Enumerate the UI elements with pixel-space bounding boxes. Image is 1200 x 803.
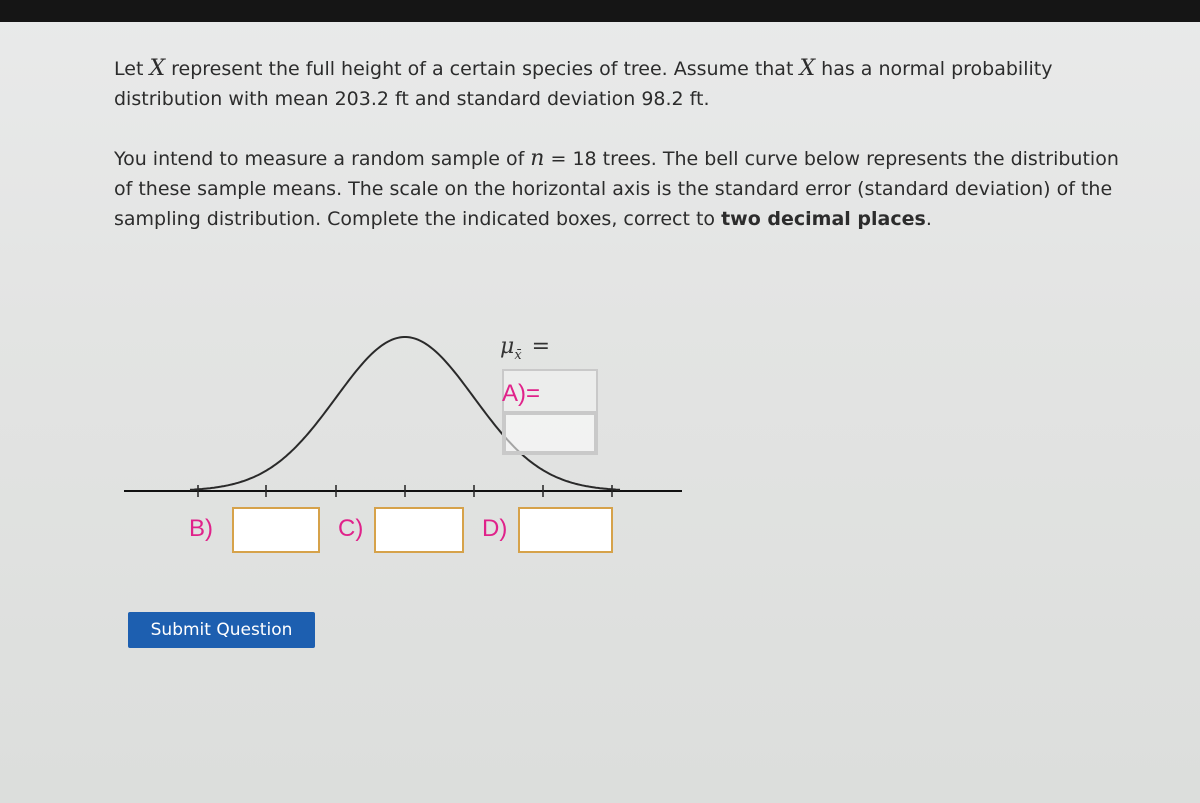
answer-input-a[interactable] <box>504 413 596 453</box>
label-a: A)= <box>502 380 541 407</box>
label-b: B) <box>189 515 213 542</box>
emphasis-text: two decimal places <box>721 208 926 230</box>
question-paragraph-1: Let X represent the full height of a certain species of tree. Assume that X has a normal probability distribution with mean 203.2 ft and standard deviation 98.2 ft. <box>114 56 1053 110</box>
variable-x: X <box>799 56 816 81</box>
question-paragraph-2: You intend to measure a random sample of n = 18 trees. The bell curve below represents the distribution of these sample means. The scale on the horizontal axis is the standard error (standard deviation) of the sampling distribution. Complete the indicated boxes, correct to two decimal places. <box>114 146 1119 230</box>
variable-x: X <box>149 56 166 81</box>
submit-question-button[interactable]: Submit Question <box>128 612 315 648</box>
variable-n: n <box>530 146 545 171</box>
sample-mean-label: $\mu_{x̄}$ = <box>500 334 551 363</box>
answer-input-b[interactable] <box>232 507 320 553</box>
answer-input-c[interactable] <box>374 507 464 553</box>
label-c: C) <box>338 515 364 542</box>
label-d: D) <box>482 515 508 542</box>
answer-input-d[interactable] <box>518 507 613 553</box>
